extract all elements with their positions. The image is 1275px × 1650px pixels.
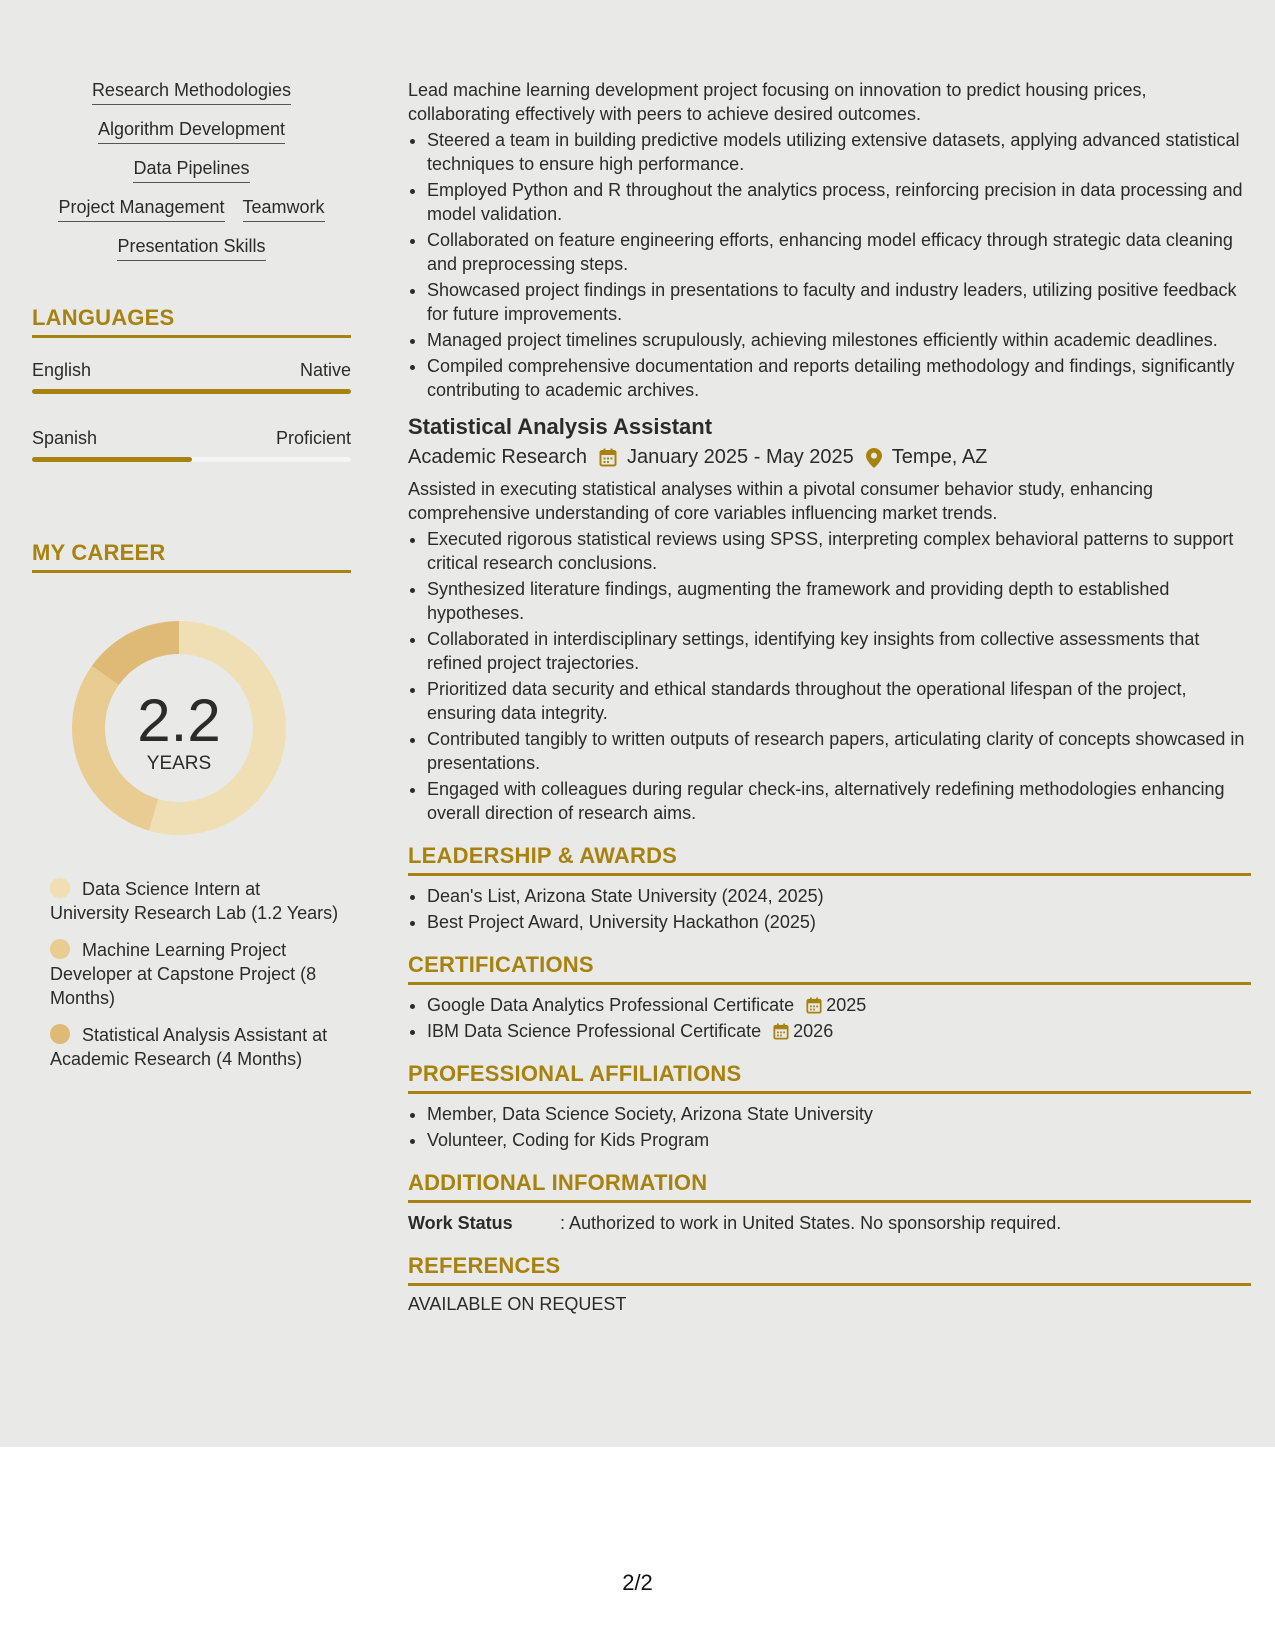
work-status-label: Work Status xyxy=(408,1213,513,1233)
skill-tag: Data Pipelines xyxy=(133,158,249,183)
certifications-heading: CERTIFICATIONS xyxy=(408,952,1251,985)
legend-dot xyxy=(50,878,70,898)
job-summary: Assisted in executing statistical analyses within a pivotal consumer behavior study, enhancing comprehensive understanding of core variables influencing market trends. xyxy=(408,479,1154,523)
work-status-value: : Authorized to work in United States. No sponsorship required. xyxy=(560,1213,1062,1233)
affiliation-item: • Volunteer, Coding for Kids Program xyxy=(427,1128,1251,1152)
certification-item xyxy=(427,993,1251,1017)
career-donut-chart xyxy=(66,615,292,841)
career-legend-item xyxy=(50,938,340,1010)
job-bullet: • Compiled comprehensive documentation and reports detailing methodology and findings, significantly contributing to academic archives. xyxy=(427,354,1251,402)
affiliations-list xyxy=(408,1102,1251,1152)
job-bullet: • Collaborated in interdisciplinary settings, identifying key insights from collective assessments that refined project trajectories. xyxy=(427,627,1251,675)
career-legend-label: Data Science Intern at University Research Lab (1.2 Years) xyxy=(50,879,339,923)
career-legend-label: Statistical Analysis Assistant at Academic Research (4 Months) xyxy=(50,1025,328,1069)
career-legend-label: Machine Learning Project Developer at Capstone Project (8 Months) xyxy=(50,940,317,1008)
location-pin-icon xyxy=(866,448,882,468)
legend-dot xyxy=(50,1024,70,1044)
job-location: Tempe, AZ xyxy=(891,446,988,468)
references-text: AVAILABLE ON REQUEST xyxy=(408,1294,627,1314)
job-title: Statistical Analysis Assistant xyxy=(408,414,713,439)
career-heading: MY CAREER xyxy=(32,540,351,573)
calendar-icon xyxy=(806,997,822,1014)
job-bullet: • Prioritized data security and ethical standards throughout the operational lifespan of the project, ensuring data integrity. xyxy=(427,677,1251,725)
leadership-heading: LEADERSHIP & AWARDS xyxy=(408,843,1251,876)
certification-year: 2025 xyxy=(826,995,867,1015)
job-bullet: • Employed Python and R throughout the analytics process, reinforcing precision in data processing and model validation. xyxy=(427,178,1251,226)
career-legend-item xyxy=(50,877,340,925)
left-column xyxy=(32,80,351,1084)
certification-name: • Google Data Analytics Professional Certificate xyxy=(427,995,795,1015)
award-item: • Best Project Award, University Hackathon (2025) xyxy=(427,910,1251,934)
work-status-row xyxy=(408,1211,1251,1235)
certification-name: • IBM Data Science Professional Certificate xyxy=(427,1021,762,1041)
job-bullet: • Steered a team in building predictive models utilizing extensive datasets, applying advanced statistical techniques to ensure high performance. xyxy=(427,128,1251,176)
skill-tag: Presentation Skills xyxy=(117,236,265,261)
donut-center xyxy=(66,687,292,775)
job-bullet: • Executed rigorous statistical reviews using SPSS, interpreting complex behavioral patterns to support critical research conclusions. xyxy=(427,527,1251,575)
job-bullets xyxy=(408,128,1251,402)
job-meta xyxy=(408,446,1251,469)
career-total-years: 2.2 xyxy=(137,687,221,754)
page-number: 2/2 xyxy=(622,1570,653,1595)
career-legend xyxy=(50,877,340,1071)
certification-item xyxy=(427,1019,1251,1043)
job-summary: Lead machine learning development project focusing on innovation to predict housing prices, collaborating effectively with peers to achieve desired outcomes. xyxy=(408,80,1147,124)
language-item xyxy=(32,360,351,394)
affiliation-item: • Member, Data Science Society, Arizona State University xyxy=(427,1102,1251,1126)
job-bullet: • Contributed tangibly to written outputs of research papers, articulating clarity of concepts showcased in presentations. xyxy=(427,727,1251,775)
certification-year: 2026 xyxy=(793,1021,834,1041)
job-bullet: • Showcased project findings in presentations to faculty and industry leaders, utilizing positive feedback for future improvements. xyxy=(427,278,1251,326)
right-column xyxy=(408,78,1251,1315)
references-heading: REFERENCES xyxy=(408,1253,1251,1286)
language-bar xyxy=(32,389,351,394)
job-bullet: • Engaged with colleagues during regular check-ins, alternatively redefining methodologies enhancing overall direction of research aims. xyxy=(427,777,1251,825)
calendar-icon xyxy=(599,448,617,467)
job-organization: Academic Research xyxy=(408,446,587,468)
legend-dot xyxy=(50,939,70,959)
job-bullet: • Collaborated on feature engineering efforts, enhancing model efficacy through strategic data cleaning and preprocessing steps. xyxy=(427,228,1251,276)
job-bullets xyxy=(408,527,1251,825)
skill-tag: Project Management xyxy=(58,197,224,222)
language-level: Proficient xyxy=(275,428,351,448)
career-total-unit: YEARS xyxy=(146,753,212,774)
language-name: English xyxy=(32,360,92,380)
additional-info-heading: ADDITIONAL INFORMATION xyxy=(408,1170,1251,1203)
calendar-icon xyxy=(773,1023,789,1040)
job-dates: January 2025 - May 2025 xyxy=(626,446,854,468)
language-level: Native xyxy=(299,360,351,380)
career-legend-item xyxy=(50,1023,340,1071)
skill-tag: Algorithm Development xyxy=(98,119,285,144)
skills-list xyxy=(32,80,351,261)
skill-tag: Research Methodologies xyxy=(92,80,291,105)
job-bullet: • Managed project timelines scrupulously, achieving milestones efficiently within academic deadlines. xyxy=(427,328,1251,352)
language-item xyxy=(32,428,351,462)
award-item: • Dean's List, Arizona State University (2024, 2025) xyxy=(427,884,1251,908)
languages-heading: LANGUAGES xyxy=(32,305,351,338)
certifications-list xyxy=(408,993,1251,1043)
job-bullet: • Synthesized literature findings, augmenting the framework and providing depth to established hypotheses. xyxy=(427,577,1251,625)
language-bar-fill xyxy=(32,389,351,394)
language-bar-fill xyxy=(32,457,192,462)
affiliations-heading: PROFESSIONAL AFFILIATIONS xyxy=(408,1061,1251,1094)
language-name: Spanish xyxy=(32,428,98,448)
leadership-list xyxy=(408,884,1251,934)
language-bar xyxy=(32,457,351,462)
skill-tag: Teamwork xyxy=(243,197,325,222)
